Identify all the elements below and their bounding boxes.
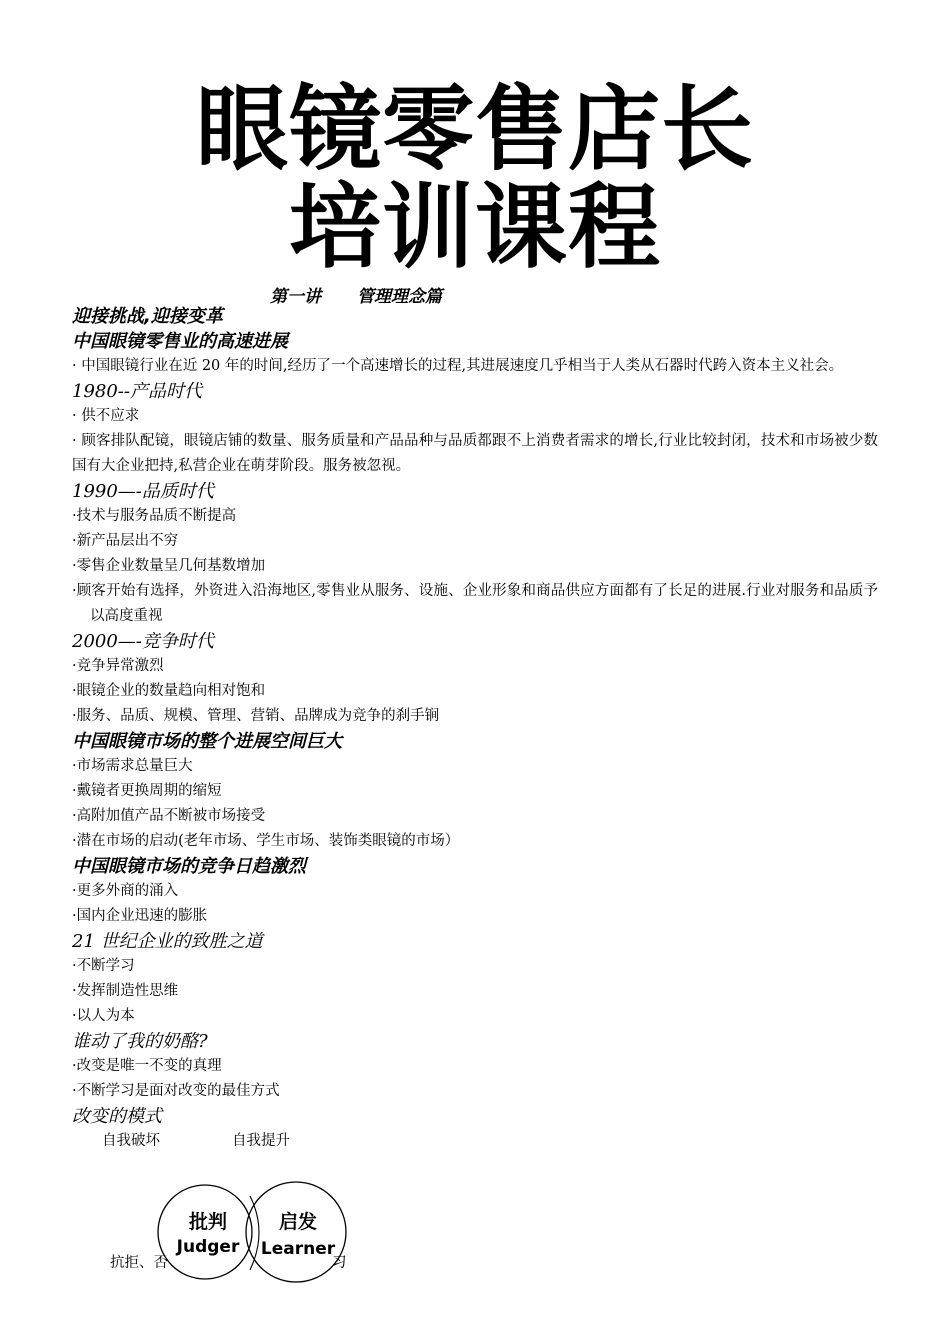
heading-1980: 1980--产品时代 [72,381,202,402]
item-1980-2: · 顾客排队配镜，眼镜店铺的数量、服务质量和产品品种与品质都跟不上消费者需求的增长,行业比较封闭，技术和市场被少数国有大企业把持,私营企业在萌芽阶段。服务被忽视。 [72,433,878,474]
title-line-2: 培训课程 [288,174,661,281]
judger-en: Judger [176,1237,240,1257]
list-item: ·不断学习是面对改变的最佳方式 [72,1083,280,1099]
list-item: ·发挥制造性思维 [72,983,179,999]
list-item: ·眼镜企业的数量趋向相对饱和 [72,683,266,699]
heading-progress: 中国眼镜零售业的高速进展 [72,331,288,352]
item-1980-1: · 供不应求 [72,408,140,424]
list-item: ·服务、品质、规模、管理、营销、品牌成为竞争的刹手锏 [72,708,440,724]
list-item: ·竞争异常激烈 [72,658,164,674]
heading-2000: 2000—-竞争时代 [72,631,214,652]
heading-challenge: 迎接挑战,迎接变革 [72,306,223,327]
list-item: ·市场需求总量巨大 [72,758,193,774]
list-item: ·不断学习 [72,958,135,974]
list-item: ·更多外商的涌入 [72,883,179,899]
list-item: ·以人为本 [72,1008,135,1024]
list-item: ·技术与服务品质不断提高 [72,508,237,524]
list-item: ·国内企业迅速的膨胀 [72,908,208,924]
label-self-improve: 自我提升 [232,1133,290,1149]
bottom-text-right: 习 [332,1255,347,1271]
paragraph-intro: · 中国眼镜行业在近 20 年的时间,经历了一个高速增长的过程,其进展速度几乎相当于人类从石器时代跨入资本主义社会。 [72,358,844,374]
learner-cn: 启发 [278,1211,318,1233]
lecture-number: 第一讲 [270,287,321,307]
title-line-1: 眼镜零售店长 [195,76,754,183]
change-mode-diagram [100,1178,360,1288]
heading-1990: 1990—-品质时代 [72,481,214,502]
heading-21st-century: 21 世纪企业的致胜之道 [72,931,263,952]
diagram-labels [72,1129,878,1154]
bottom-text-left: 抗拒、否 [110,1255,168,1271]
list-item: ·新产品层出不穷 [72,533,179,549]
heading-change-mode: 改变的模式 [72,1106,162,1127]
document-body [72,304,878,1154]
list-item: ·零售企业数量呈几何基数增加 [72,558,266,574]
judger-cn: 批判 [188,1211,228,1233]
list-item: ·改变是唯一不变的真理 [72,1058,222,1074]
list-item: ·戴镜者更换周期的缩短 [72,783,222,799]
learner-en: Learner [260,1239,336,1259]
heading-market-space: 中国眼镜市场的整个进展空间巨大 [72,731,342,752]
list-item: ·潜在市场的启动(老年市场、学生市场、装饰类眼镜的市场） [72,833,460,849]
list-item: ·顾客开始有选择，外资进入沿海地区,零售业从服务、设施、企业形象和商品供应方面都有了长足的进展.行业对服务和品质予以高度重视 [72,583,878,624]
heading-cheese: 谁动了我的奶酪? [72,1031,208,1052]
heading-competition: 中国眼镜市场的竞争日趋激烈 [72,856,306,877]
label-self-destroy: 自我破坏 [102,1133,160,1149]
list-item: ·高附加值产品不断被市场接受 [72,808,266,824]
lecture-name: 管理理念篇 [357,287,442,307]
